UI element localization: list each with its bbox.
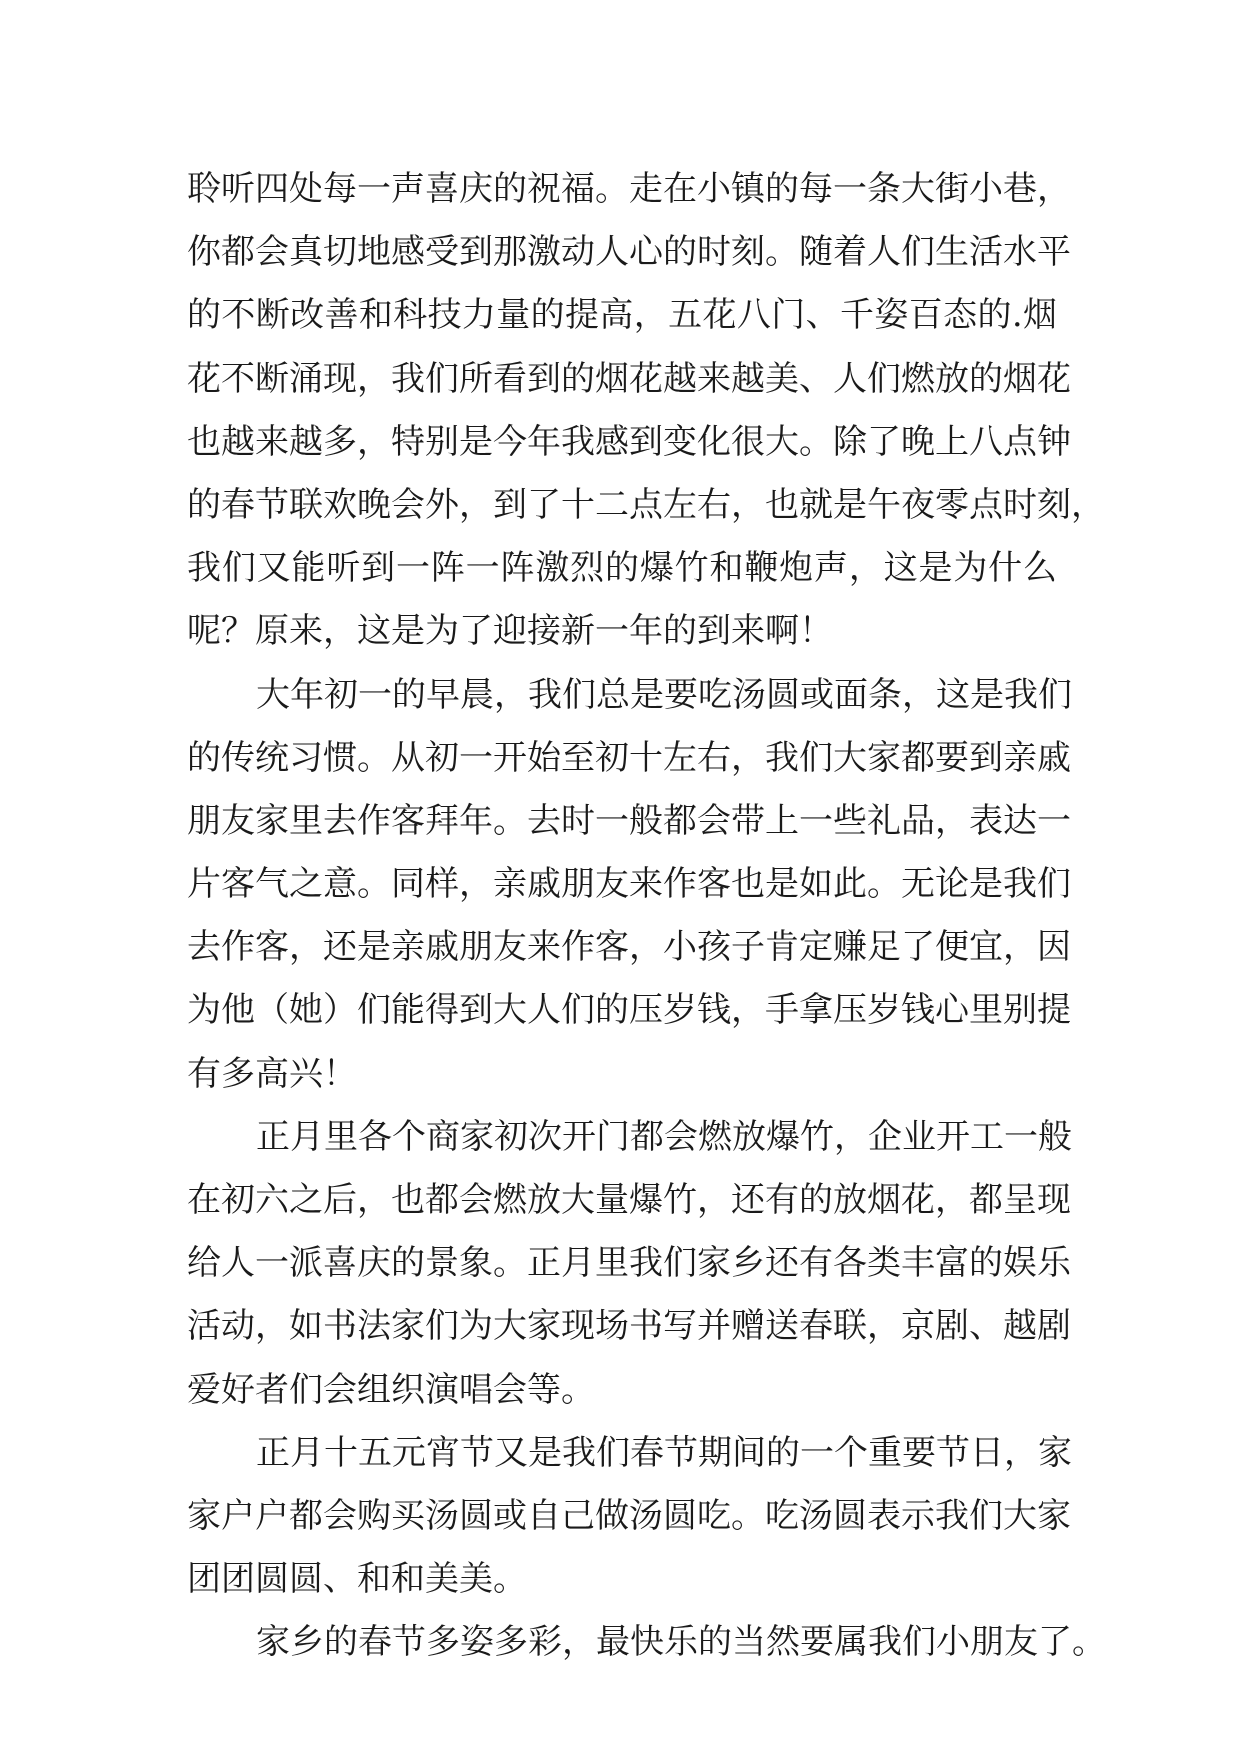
paragraph-first-line: 正月十五元宵节又是我们春节期间的一个重要节日，家: [256, 1432, 1072, 1473]
text-line: 聆听四处每一声喜庆的祝福。走在小镇的每一条大街小巷，: [187, 169, 1071, 209]
text-line: 的春节联欢晚会外，到了十二点左右，也就是午夜零点时刻，: [187, 484, 1105, 525]
text-line: 的不断改善和科技力量的提高，五花八门、千姿百态的.烟: [187, 295, 1057, 336]
paragraph-first-line: 正月里各个商家初次开门都会燃放爆竹，企业开工一般: [256, 1116, 1072, 1157]
text-line: 去作客，还是亲戚朋友来作客，小孩子肯定赚足了便宜，因: [187, 927, 1071, 968]
text-line: 花不断涌现，我们所看到的烟花越来越美、人们燃放的烟花: [187, 358, 1071, 399]
text-line: 你都会真切地感受到那激动人心的时刻。随着人们生活水平: [187, 232, 1071, 273]
text-line: 有多高兴！: [187, 1053, 357, 1094]
text-line: 朋友家里去作客拜年。去时一般都会带上一些礼品，表达一: [187, 800, 1071, 841]
text-line: 我们又能听到一阵一阵激烈的爆竹和鞭炮声，这是为什么: [187, 548, 1057, 589]
text-line: 片客气之意。同样，亲戚朋友来作客也是如此。无论是我们: [187, 864, 1071, 905]
text-line: 爱好者们会组织演唱会等。: [187, 1369, 595, 1410]
paragraph-first-line: 家乡的春节多姿多彩，最快乐的当然要属我们小朋友了。: [256, 1622, 1106, 1663]
text-line: 在初六之后，也都会燃放大量爆竹，还有的放烟花，都呈现: [187, 1180, 1071, 1220]
text-line: 团团圆圆、和和美美。: [187, 1559, 527, 1600]
text-line: 为他（她）们能得到大人们的压岁钱，手拿压岁钱心里别提: [187, 990, 1071, 1031]
body-text: [187, 158, 1106, 1675]
text-line: 家户户都会购买汤圆或自己做汤圆吃。吃汤圆表示我们大家: [187, 1495, 1071, 1536]
text-line: 的传统习惯。从初一开始至初十左右，我们大家都要到亲戚: [187, 737, 1071, 778]
text-line: 也越来越多，特别是今年我感到变化很大。除了晚上八点钟: [187, 421, 1071, 462]
paragraph-first-line: 大年初一的早晨，我们总是要吃汤圆或面条，这是我们: [256, 674, 1072, 715]
text-line: 活动，如书法家们为大家现场书写并赠送春联，京剧、越剧: [187, 1306, 1071, 1347]
text-line: 呢？原来，这是为了迎接新一年的到来啊！: [187, 611, 833, 652]
text-line: 给人一派喜庆的景象。正月里我们家乡还有各类丰富的娱乐: [187, 1243, 1071, 1284]
